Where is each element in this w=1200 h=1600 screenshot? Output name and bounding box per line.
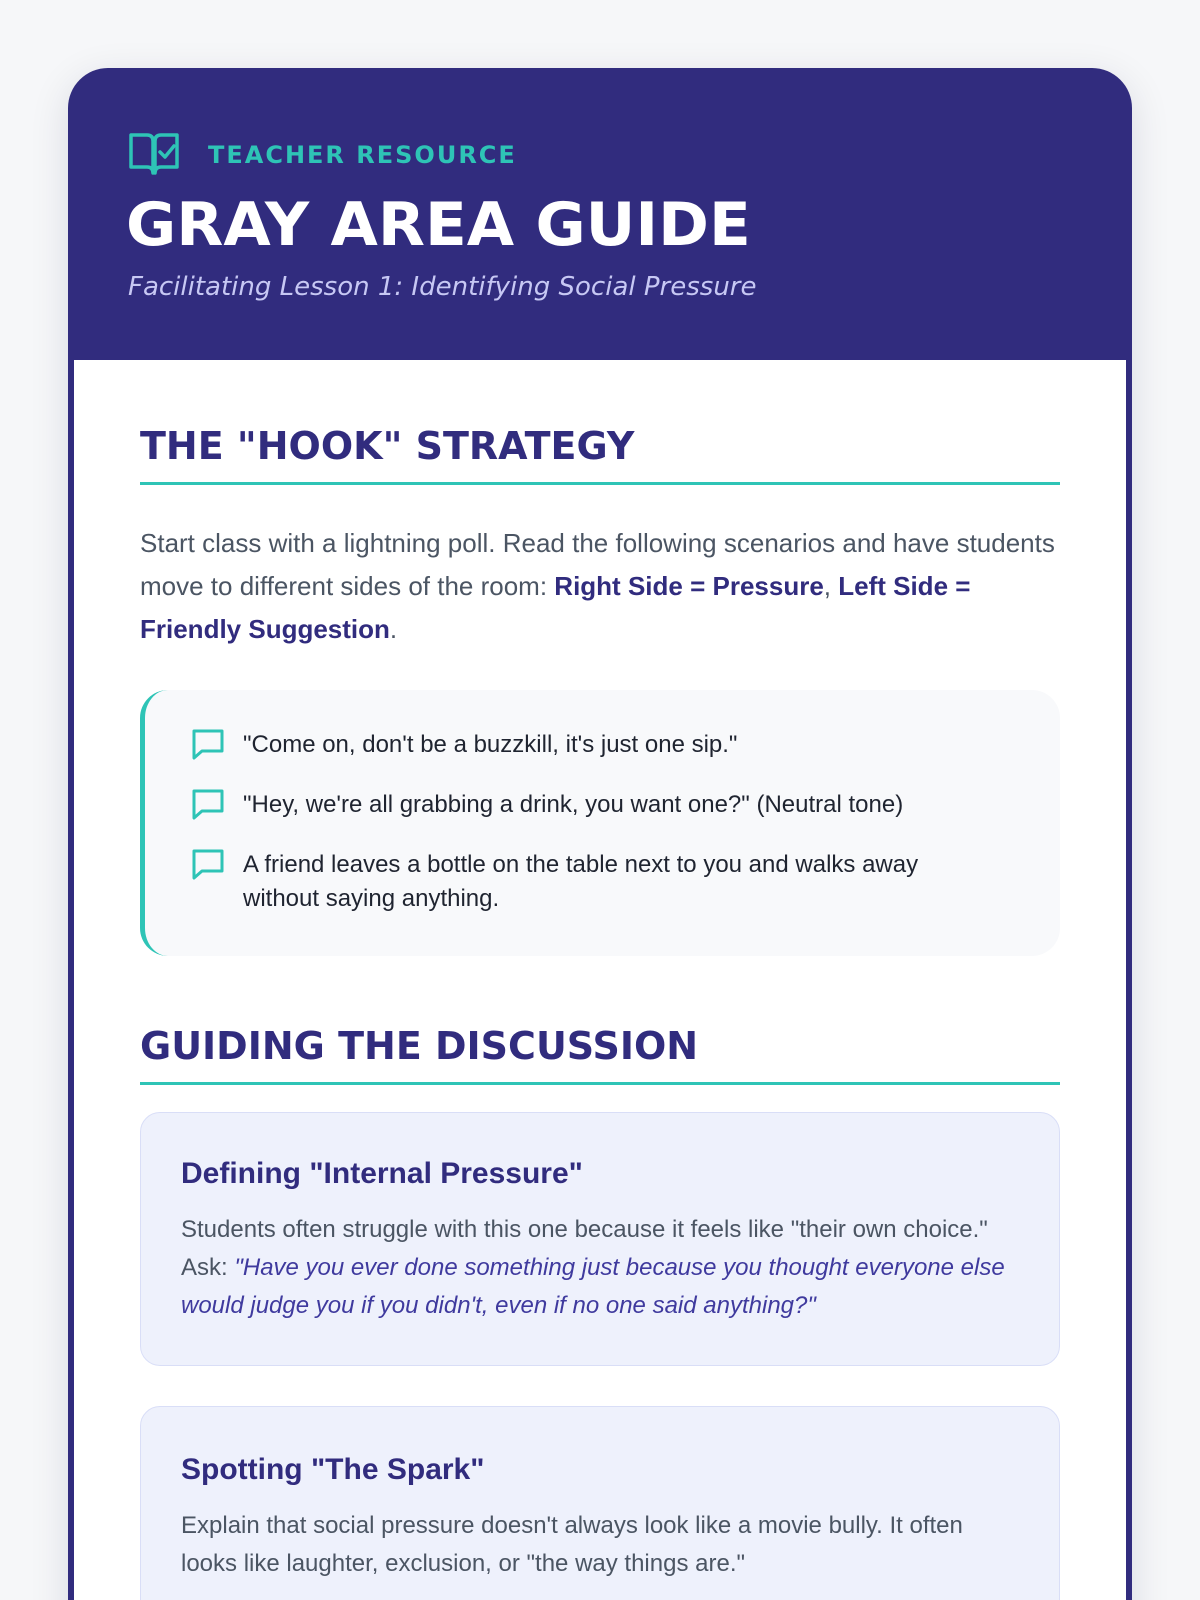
list-item: [191, 788, 963, 822]
list-item: [191, 848, 963, 916]
guide-header: [68, 68, 1132, 360]
scenario-text: "Come on, don't be a buzzkill, it's just one sip.": [243, 731, 738, 758]
tip-title: Defining "Internal Pressure": [181, 1157, 583, 1190]
tip-title: Spotting "The Spark": [181, 1453, 485, 1486]
guide-content: [74, 360, 1126, 1600]
page-title: GRAY AREA GUIDE: [126, 190, 751, 260]
book-check-icon: [128, 131, 180, 179]
left-side-label: Left Side = Friendly Suggestion: [140, 571, 971, 644]
list-item: [191, 728, 963, 762]
eyebrow-row: [128, 130, 517, 180]
chat-bubble-icon: [191, 788, 225, 820]
scenario-text: "Hey, we're all grabbing a drink, you want one?" (Neutral tone): [243, 791, 904, 818]
intro-prefix: Start class with a lightning poll. Read the following scenarios and have students move to different sides of the room:: [140, 528, 1055, 601]
page-subtitle: Facilitating Lesson 1: Identifying Social Pressure: [128, 272, 757, 302]
scenario-box: [140, 690, 1060, 956]
chat-bubble-icon: [191, 848, 225, 880]
tip-body: [181, 1211, 1021, 1325]
intro-suffix: .: [389, 614, 398, 644]
discussion-heading: GUIDING THE DISCUSSION: [140, 1024, 1060, 1085]
right-side-label: Right Side = Pressure: [554, 571, 824, 601]
hook-heading: THE "HOOK" STRATEGY: [140, 424, 1060, 485]
chat-bubble-icon: [191, 728, 225, 760]
tip-body: Explain that social pressure doesn't always look like a movie bully. It often looks like laughter, exclusion, or "the way things are.": [181, 1512, 963, 1577]
tip-body-text: Students often struggle with this one because it feels like "their own choice." Ask:: [181, 1216, 988, 1281]
hook-intro: [140, 522, 1070, 651]
intro-separator: ,: [823, 571, 839, 601]
tip-card: [140, 1112, 1060, 1366]
eyebrow-label: TEACHER RESOURCE: [208, 141, 517, 169]
guide-card: [68, 68, 1132, 1600]
tip-quote: "Have you ever done something just because you thought everyone else would judge you if you didn't, even if no one said anything?": [181, 1254, 1005, 1319]
tip-card: [140, 1406, 1060, 1600]
scenario-text: A friend leaves a bottle on the table next to you and walks away without saying anything.: [243, 851, 919, 912]
